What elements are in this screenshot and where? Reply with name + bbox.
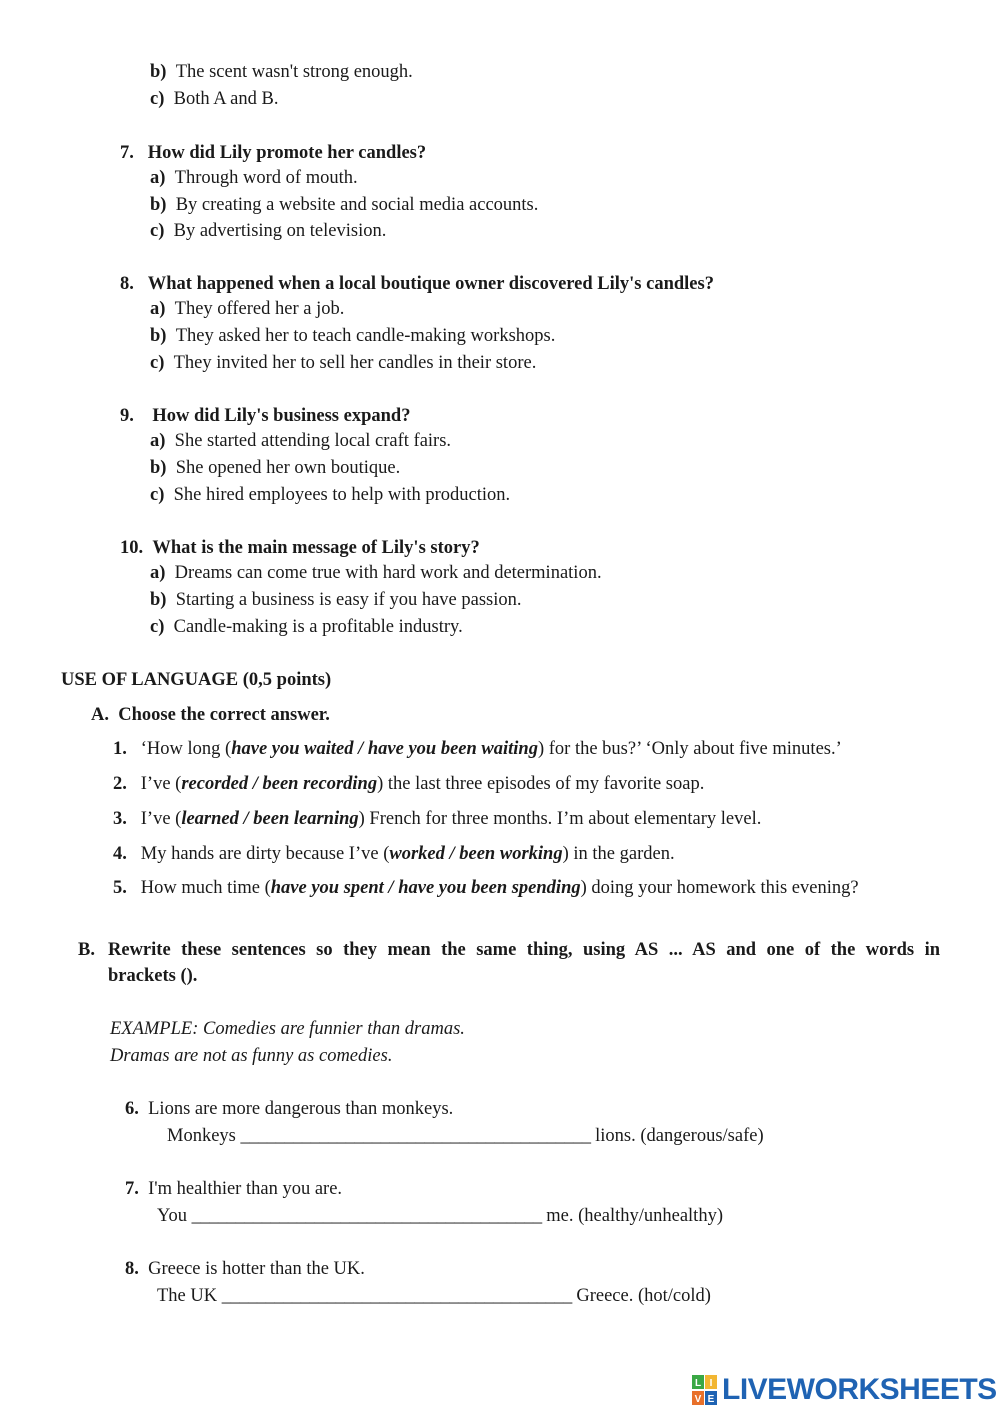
item-pre: I’ve ( [140,774,182,794]
part-a-item [113,844,675,865]
q9-option-c[interactable] [150,485,510,506]
svg-text:E: E [707,1394,715,1405]
item-sentence: Greece is hotter than the UK. [148,1259,365,1279]
question-text: How did Lily promote her candles? [147,143,427,163]
option-text: Dreams can come true with hard work and determination. [174,563,602,583]
option-letter: c) [150,353,165,373]
q8-option-c[interactable] [150,353,536,374]
example-line1: EXAMPLE: Comedies are funnier than dramas. [110,1019,465,1039]
item-number: 8. [125,1259,139,1279]
q10-option-b[interactable] [150,590,522,611]
question-text: What is the main message of Lily's story? [152,538,480,558]
q6-option-b[interactable] [150,62,413,83]
rewrite-start: The UK [157,1286,218,1306]
rewrite-end: lions. (dangerous/safe) [595,1126,764,1146]
part-a-heading [91,705,330,726]
part-label: A. [91,705,109,725]
option-letter: b) [150,590,167,610]
item-post: ) French for three months. I’m about elementary level. [358,809,762,829]
option-letter: a) [150,299,166,319]
option-text: She started attending local craft fairs. [174,431,452,451]
logo-text: LIVEWORKSHEETS [722,1373,997,1406]
item-number: 3. [113,809,127,829]
item-post: ) the last three episodes of my favorite soap. [377,774,705,794]
answer-blank[interactable]: ________________________________________ [191,1206,542,1226]
option-text: By creating a website and social media accounts. [175,195,539,215]
option-letter: a) [150,168,166,188]
question-number: 9. [120,406,134,426]
q7-option-b[interactable] [150,195,538,216]
item-post: ) for the bus?’ ‘Only about five minutes.’ [537,739,842,759]
option-letter: a) [150,563,166,583]
option-text: Starting a business is easy if you have passion. [175,590,522,610]
item-post: ) in the garden. [562,844,675,864]
part-b-instruction-line2: brackets (). [108,966,198,986]
example-line2: Dramas are not as funny as comedies. [110,1046,393,1066]
question-text: How did Lily's business expand? [152,406,411,426]
option-text: Both A and B. [173,89,279,109]
option-letter: b) [150,195,167,215]
part-a-item [113,878,859,899]
question-10 [120,538,480,559]
item-pre: I’ve ( [140,809,182,829]
liveworksheets-logo-icon [692,1375,718,1405]
item-pre: ‘How long ( [140,739,232,759]
item-pre: How much time ( [140,878,271,898]
section-heading: USE OF LANGUAGE (0,5 points) [61,670,332,690]
rewrite-start: You [157,1206,188,1226]
question-number: 7. [120,143,134,163]
question-8 [120,274,714,295]
option-letter: b) [150,326,167,346]
part-b-instruction-line1: Rewrite these sentences so they mean the same thing, using AS ... AS and one of the words in [108,940,940,960]
item-number: 5. [113,878,127,898]
item-choice[interactable]: worked / been working [389,844,563,864]
option-text: They invited her to sell her candles in their store. [173,353,537,373]
part-a-item [113,739,842,760]
rewrite-line-6 [167,1126,764,1147]
rewrite-item-6 [125,1099,453,1120]
q10-option-c[interactable] [150,617,463,638]
option-letter: c) [150,617,165,637]
question-text: What happened when a local boutique owner discovered Lily's candles? [147,274,714,294]
q8-option-b[interactable] [150,326,555,347]
item-choice[interactable]: recorded / been recording [181,774,378,794]
item-choice[interactable]: learned / been learning [181,809,359,829]
q8-option-a[interactable] [150,299,344,320]
part-instruction: Choose the correct answer. [118,705,330,725]
svg-text:I: I [709,1378,713,1389]
option-text: They asked her to teach candle-making workshops. [175,326,556,346]
option-letter: a) [150,431,166,451]
item-choice[interactable]: have you waited / have you been waiting [231,739,538,759]
option-text: They offered her a job. [174,299,345,319]
option-text: Candle-making is a profitable industry. [173,617,463,637]
option-text: The scent wasn't strong enough. [175,62,413,82]
item-pre: My hands are dirty because I’ve ( [140,844,390,864]
option-text: Through word of mouth. [174,168,358,188]
q6-option-c[interactable] [150,89,278,110]
question-7 [120,143,426,164]
rewrite-start: Monkeys [167,1126,236,1146]
item-number: 4. [113,844,127,864]
option-text: By advertising on television. [173,221,387,241]
item-choice[interactable]: have you spent / have you been spending [270,878,581,898]
question-number: 10. [120,538,144,558]
answer-blank[interactable]: ________________________________________ [240,1126,591,1146]
part-a-item [113,774,704,795]
liveworksheets-logo [692,1375,997,1405]
q7-option-a[interactable] [150,168,358,189]
item-sentence: Lions are more dangerous than monkeys. [148,1099,454,1119]
question-number: 8. [120,274,134,294]
svg-text:V: V [694,1394,702,1405]
option-letter: c) [150,221,165,241]
option-text: She hired employees to help with production. [173,485,511,505]
q9-option-b[interactable] [150,458,400,479]
item-number: 6. [125,1099,139,1119]
option-letter: b) [150,62,167,82]
rewrite-line-7 [157,1206,723,1227]
item-number: 1. [113,739,127,759]
q10-option-a[interactable] [150,563,602,584]
rewrite-item-7 [125,1179,342,1200]
option-text: She opened her own boutique. [175,458,401,478]
question-9 [120,406,410,427]
item-number: 7. [125,1179,139,1199]
option-letter: c) [150,485,165,505]
item-post: ) doing your homework this evening? [580,878,859,898]
rewrite-item-8 [125,1259,365,1280]
part-b-label: B. [78,940,95,960]
option-letter: b) [150,458,167,478]
part-a-item [113,809,761,830]
rewrite-end: Greece. (hot/cold) [576,1286,711,1306]
q9-option-a[interactable] [150,431,451,452]
rewrite-end: me. (healthy/unhealthy) [546,1206,723,1226]
rewrite-line-8 [157,1286,711,1307]
item-sentence: I'm healthier than you are. [148,1179,343,1199]
item-number: 2. [113,774,127,794]
option-letter: c) [150,89,165,109]
answer-blank[interactable]: ________________________________________ [221,1286,572,1306]
q7-option-c[interactable] [150,221,386,242]
svg-text:L: L [694,1378,702,1389]
